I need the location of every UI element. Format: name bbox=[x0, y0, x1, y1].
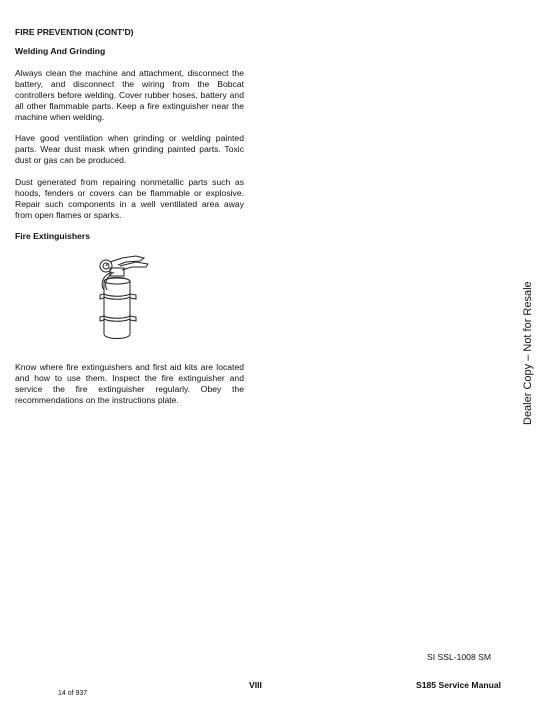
fire-extinguisher-icon bbox=[92, 250, 160, 350]
extinguishers-heading: Fire Extinguishers bbox=[15, 231, 90, 241]
extinguishers-paragraph: Know where fire extinguishers and first aid kits are located and how to use them. Inspect the fire extinguisher and service the fire extinguisher regularly. Obey the recommendations on the instructions plate. bbox=[15, 362, 244, 405]
welding-heading: Welding And Grinding bbox=[15, 46, 106, 56]
page-counter: 14 of 937 bbox=[58, 690, 88, 697]
welding-paragraph-1: Always clean the machine and attachment, disconnect the battery, and disconnect the wiring from the Bobcat controllers before welding. Cover rubber hoses, battery and all other flammable parts. Keep a fire extinguisher near the machine when welding. bbox=[15, 68, 244, 122]
section-title: FIRE PREVENTION (CONT'D) bbox=[15, 27, 134, 37]
page-number: VIII bbox=[249, 680, 262, 690]
dealer-copy-watermark: Dealer Copy – Not for Resale bbox=[522, 281, 534, 425]
document-code: SI SSL-1008 SM bbox=[427, 652, 492, 662]
welding-paragraph-2: Have good ventilation when grinding or welding painted parts. Wear dust mask when grinding painted parts. Toxic dust or gas can be produced. bbox=[15, 133, 244, 165]
welding-paragraph-3: Dust generated from repairing nonmetallic parts such as hoods, fenders or covers can be flammable or explosive. Repair such components in a well ventilated area away from open flames or sparks. bbox=[15, 177, 244, 220]
manual-title: S185 Service Manual bbox=[416, 680, 502, 690]
